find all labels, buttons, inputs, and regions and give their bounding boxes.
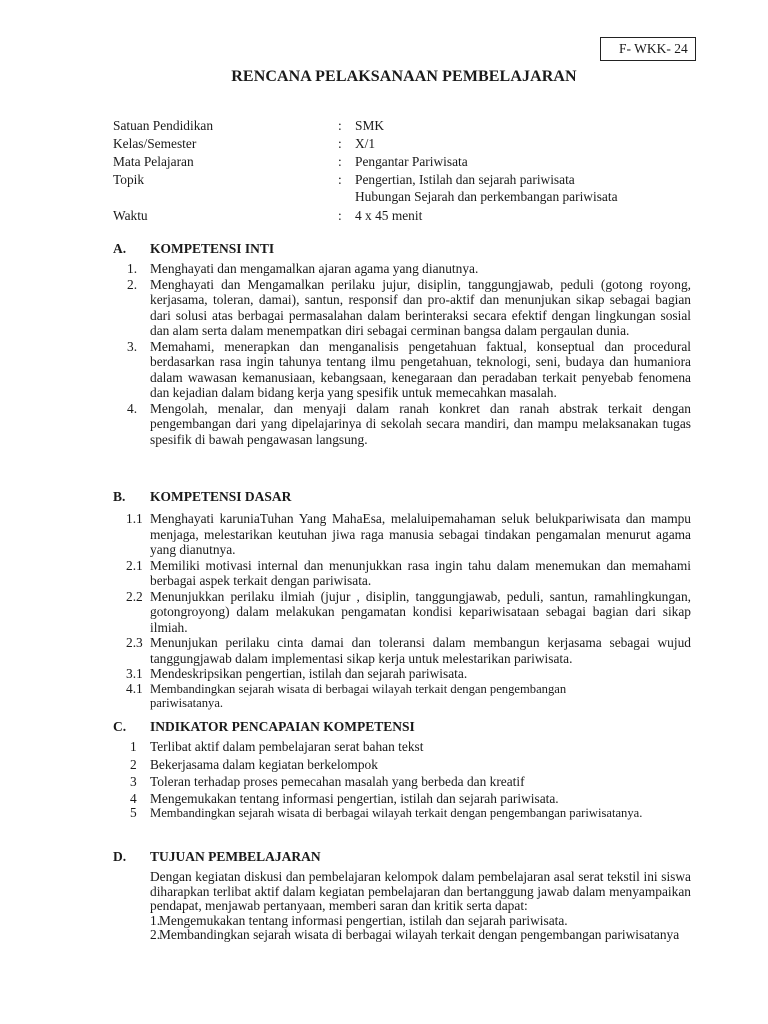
- item-text: Mendeskripsikan pengertian, istilah dan sejarah pariwisata.: [150, 666, 468, 681]
- info-row-topic: [113, 171, 693, 205]
- list-item: [105, 558, 691, 589]
- list-item: [105, 666, 691, 682]
- section-learning-objectives: [113, 849, 691, 943]
- list-item: [113, 914, 691, 929]
- section-heading: [113, 719, 691, 735]
- item-text: Menghayati dan mengamalkan ajaran agama yang dianutnya.: [150, 261, 479, 276]
- document-title: RENCANA PELAKSANAAN PEMBELAJARAN: [231, 68, 577, 85]
- objectives-intro: Dengan kegiatan diskusi dan pembelajaran kelompok dalam pembelajaran asal serat tekstil ini siswa diharapkan terlibat aktif dalam kegiatan pembelajaran dan bertanggung jawab dalam menyampaikan pendapat, menjawab pertanyaan, memberi saran dan kritik serta dapat:: [150, 869, 691, 913]
- objectives-list: [113, 914, 691, 943]
- section-title: TUJUAN PEMBELAJARAN: [150, 849, 321, 864]
- list-item: [113, 806, 691, 820]
- item-number: 2.1: [126, 557, 143, 573]
- item-text: Menghayati dan Mengamalkan perilaku jujur, disiplin, tanggungjawab, peduli (gotong royong, kerjasama, toleran, damai), santun, responsif dan pro-aktif dan menunjukan sikap sebagai bagian dari solusi atas berbagai permasalahan dalam berinteraksi secara efektif dengan lingkungan sosial dan alam serta dalam menempatkan diri sebagai cerminan bangsa dalam pergaulan dunia.: [150, 276, 691, 338]
- list-item: [113, 261, 691, 277]
- info-row-class: [113, 135, 693, 153]
- list-item: [113, 773, 691, 791]
- info-label: Topik: [113, 172, 145, 187]
- item-text: Mengemukakan tentang informasi pengertian, istilah dan sejarah pariwisata.: [159, 912, 568, 928]
- info-value: SMK: [355, 118, 385, 133]
- item-text: Membandingkan sejarah wisata di berbagai wilayah terkait dengan pengembangan pariwisatanya.: [150, 681, 567, 710]
- list-item: [113, 791, 691, 806]
- item-number: 2.: [150, 927, 161, 942]
- info-row-subject: [113, 153, 693, 171]
- list-item: [113, 738, 691, 756]
- item-text: Mengemukakan tentang informasi pengertian, istilah dan sejarah pariwisata.: [150, 790, 559, 806]
- item-text: Mengolah, menalar, dan menyaji dalam ranah konkret dan ranah abstrak terkait dengan pengembangan dari yang dipelajarinya di sekolah secara mandiri, dan mampu melaksanakan tugas spesifik di bawah pengawasan langsung.: [150, 400, 691, 447]
- section-heading: [113, 241, 691, 257]
- info-value-line: Hubungan Sejarah dan perkembangan pariwisata: [355, 189, 618, 204]
- item-number: 3.1: [126, 666, 143, 681]
- item-text: Terlibat aktif dalam pembelajaran serat bahan tekst: [150, 739, 424, 754]
- info-colon: :: [338, 136, 342, 151]
- item-number: 4: [130, 790, 137, 806]
- item-text: Membandingkan sejarah wisata di berbagai wilayah terkait dengan pengembangan pariwisatanya.: [150, 805, 643, 820]
- info-value: Pengantar Pariwisata: [355, 154, 468, 169]
- list-item: [105, 589, 691, 636]
- list-item: [105, 635, 691, 666]
- section-basic-competence: [113, 489, 691, 710]
- item-number: 4.: [127, 400, 138, 416]
- section-letter: A.: [113, 241, 127, 256]
- item-number: 1.1: [126, 511, 143, 526]
- item-number: 1.: [150, 912, 161, 928]
- section-title: KOMPETENSI INTI: [150, 241, 275, 256]
- list-item: [113, 401, 691, 448]
- info-label: Satuan Pendidikan: [113, 118, 214, 133]
- list-item: [105, 682, 691, 710]
- item-text: Memahami, menerapkan dan menganalisis pengetahuan faktual, konseptual dan procedural berdasarkan rasa ingin tahunya tentang ilmu pengetahuan, teknologi, seni, budaya dan humaniora dalam wawasan kemanusiaan, kebangsaan, kenegaraan dan peradaban terkait penyebab fenomena dan kejadian dalam bidang kerja yang spesifik untuk memecahkan masalah.: [150, 338, 691, 400]
- section-letter: C.: [113, 719, 127, 734]
- section-title: KOMPETENSI DASAR: [150, 489, 292, 504]
- info-value-line: Pengertian, Istilah dan sejarah pariwisata: [355, 172, 575, 187]
- section-letter: D.: [113, 849, 127, 864]
- item-number: 2.3: [126, 635, 143, 650]
- info-colon: :: [338, 154, 342, 169]
- form-code-box: F- WKK- 24: [600, 37, 696, 61]
- item-number: 2.: [127, 276, 138, 292]
- item-text: Menghayati karuniaTuhan Yang MahaEsa, melaluipemahaman seluk belukpariwisata dan mampu menjaga, melestarikan keutuhan jiwa raga manusia sebagai tindakan pengamalan menurut agama yang dianutnya.: [150, 511, 691, 557]
- info-colon: :: [338, 118, 342, 133]
- list-item: [113, 277, 691, 339]
- info-colon: :: [338, 172, 342, 187]
- item-text: Membandingkan sejarah wisata di berbagai wilayah terkait dengan pengembangan pariwisatanya: [159, 927, 680, 942]
- item-text: Memiliki motivasi internal dan menunjukkan rasa ingin tahu dalam menemukan dan memahami berbagai aspek terkait dengan pariwisata.: [150, 557, 691, 588]
- info-value: [355, 171, 693, 205]
- section-heading: [113, 849, 691, 865]
- info-label: Waktu: [113, 208, 148, 223]
- item-number: 3.: [127, 338, 138, 354]
- item-number: 2.2: [126, 588, 143, 604]
- info-row-school: [113, 117, 693, 135]
- list-item: [113, 339, 691, 401]
- info-row-time: [113, 207, 693, 225]
- info-table: [113, 117, 693, 225]
- item-number: 2: [130, 756, 137, 772]
- item-number: 1: [130, 739, 137, 754]
- info-label: Kelas/Semester: [113, 136, 197, 151]
- list-item: [105, 511, 691, 558]
- item-text: Menunjukkan perilaku ilmiah (jujur , disiplin, tanggungjawab, peduli, santun, ramahlingkungan, gotongroyong) dalam melakukan pengamatan kondisi kepariwisataan sebagai bagian dari sikap ilmiah.: [150, 588, 691, 635]
- list-item: [113, 928, 691, 943]
- item-number: 3: [130, 774, 137, 789]
- section-competence-indicators: [113, 719, 691, 820]
- section-letter: B.: [113, 489, 126, 504]
- section-title: INDIKATOR PENCAPAIAN KOMPETENSI: [150, 719, 415, 734]
- info-value: 4 x 45 menit: [355, 208, 423, 223]
- item-number: 1.: [127, 261, 138, 276]
- list-item: [113, 756, 691, 774]
- info-colon: :: [338, 208, 342, 223]
- item-number: 5: [130, 804, 137, 820]
- item-text: Toleran terhadap proses pemecahan masalah yang berbeda dan kreatif: [150, 774, 525, 789]
- section-heading: [113, 489, 691, 505]
- section-core-competence: [113, 241, 691, 447]
- item-text: Bekerjasama dalam kegiatan berkelompok: [150, 756, 378, 772]
- info-label: Mata Pelajaran: [113, 154, 194, 169]
- info-value: X/1: [355, 136, 376, 151]
- item-number: 4.1: [126, 680, 143, 696]
- item-text: Menunjukan perilaku cinta damai dan toleransi dalam membangun kerjasama sebagai wujud tanggungjawab dalam implementasi sikap kerja untuk melestarikan pariwisata.: [150, 635, 691, 666]
